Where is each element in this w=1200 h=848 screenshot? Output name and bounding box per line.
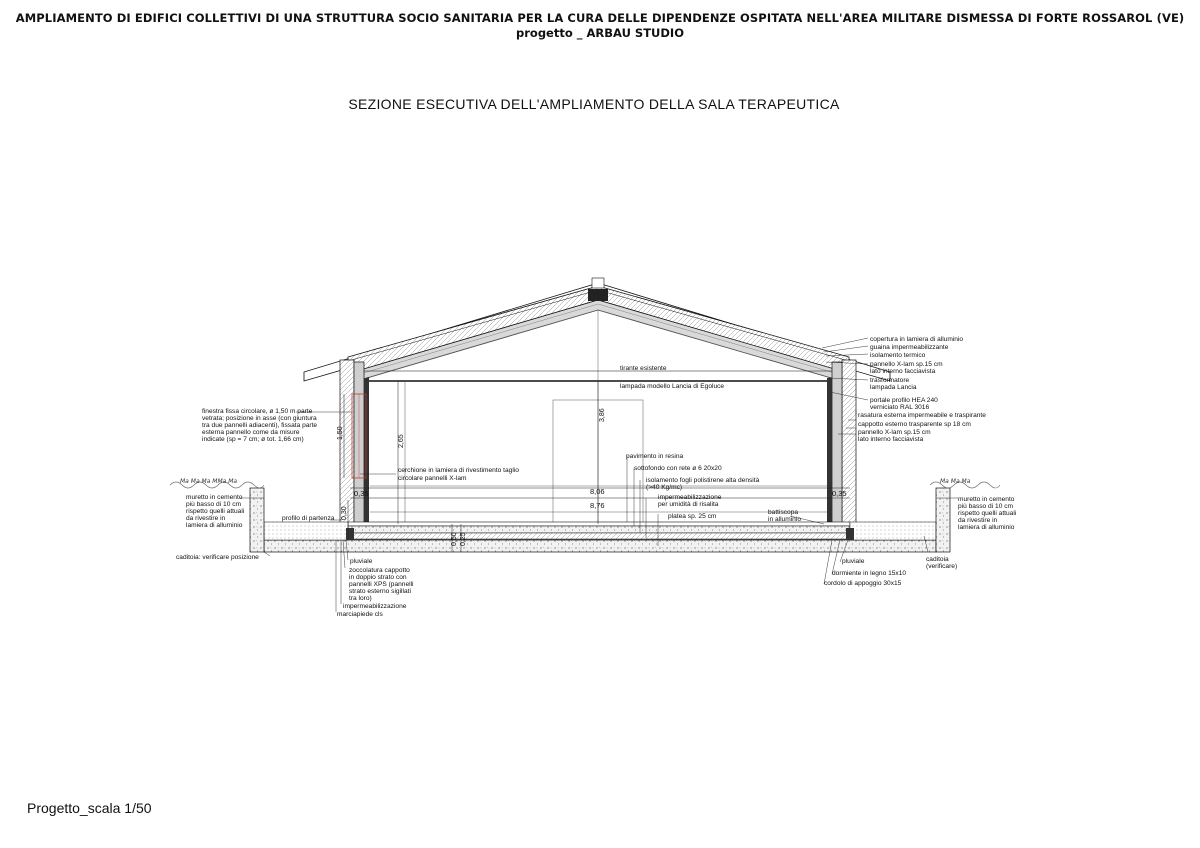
handwriting-right: Ma Ma Ma [940, 478, 971, 485]
label-finestra-5: indicate (sp = 7 cm; ø tot. 1,66 cm) [202, 436, 304, 443]
floor-slab [264, 522, 936, 552]
label-imperm-2: per umidità di risalita [658, 501, 719, 508]
label-muretto-right-5: lamiera di alluminio [958, 524, 1015, 531]
right-portal-hea [827, 378, 832, 526]
handwriting-left: Ma Ma Ma MMa Ma [180, 478, 238, 485]
label-isol-fogli-2: (>40 Kg/mc) [646, 484, 683, 491]
label-imperm-left: impermeabilizzazione [343, 603, 407, 610]
dim-035-right: 0,35 [832, 489, 847, 498]
scale-note: Progetto_scala 1/50 [27, 800, 152, 816]
project-title: AMPLIAMENTO DI EDIFICI COLLETTIVI DI UNA STRUTTURA SOCIO SANITARIA PER LA CURA DELLE DIPENDENZE OSPITATA NELL'AREA MILITARE DISMESSA DI FORTE ROSSAROL (VE) [15, 11, 1185, 25]
label-muretto-left-4: da rivestire in [186, 515, 226, 522]
right-wall [827, 360, 856, 528]
label-portale: portale profilo HEA 240 [870, 397, 938, 404]
label-pluviale-right: pluviale [842, 558, 865, 565]
label-trasformatore: trasformatore [870, 377, 910, 384]
label-caditoia-left: caditoia: verificare posizione [176, 554, 259, 561]
right-wall-cappotto [842, 360, 856, 528]
right-wall-xlam [832, 362, 842, 528]
right-low-wall [936, 488, 950, 552]
dim-035-left: 0,35 [354, 489, 369, 498]
ridge-cap [592, 278, 604, 288]
label-cerchione: cerchione in lamiera di rivestimento taglio [398, 467, 519, 474]
label-muretto-left: muretto in cemento [186, 494, 243, 501]
label-trasformatore-2: lampada Lancia [870, 384, 917, 391]
foundation-slab [264, 540, 936, 552]
floor-screed [348, 526, 850, 533]
right-sidewalk [850, 522, 936, 540]
dim-050: 0,50 [451, 532, 458, 546]
label-imperm: impermeabilizzazione [658, 494, 722, 501]
label-cerchione-2: circolare pannelli X-lam [398, 475, 467, 482]
label-lampada: lampada modello Lancia di Egoluce [620, 383, 725, 390]
label-pavimento: pavimento in resina [626, 453, 684, 460]
left-low-wall [250, 488, 264, 552]
label-guaina: guaina impermeabilizzante [870, 344, 949, 351]
label-marciapiede: marciapiede cls [337, 611, 383, 618]
label-muretto-right-3: rispetto quelli attuali [958, 510, 1017, 517]
label-portale-2: verniciato RAL 3016 [870, 404, 930, 411]
label-zoccolatura-2: in doppio strato con [349, 574, 407, 581]
dim-876: 8,76 [590, 501, 605, 510]
label-finestra-2: vetrata; posizione in asse (con giuntura [202, 415, 317, 422]
label-tirante: tirante esistente [620, 365, 667, 372]
label-finestra-4: esterna pannello come da misure [202, 429, 300, 436]
label-isolamento: isolamento termico [870, 352, 926, 359]
label-finestra: finestra fissa circolare, ø 1,50 m parte [202, 408, 313, 415]
dim-806: 8,06 [590, 487, 605, 496]
label-finestra-3: tra due pannelli adiacenti), fissata parte [202, 422, 318, 429]
ridge-beam [588, 289, 608, 301]
label-pannello-wall-2: lato interno facciavista [858, 436, 924, 443]
dim-386: 3,86 [599, 408, 606, 422]
label-copertura: copertura in lamiera di alluminio [870, 336, 964, 343]
dim-025: 0,25 [460, 532, 467, 546]
dim-265: 2,65 [398, 434, 405, 448]
label-cappotto: cappotto esterno trasparente sp 18 cm [858, 421, 971, 428]
left-sidewalk [264, 522, 348, 540]
label-cordolo: cordolo di appoggio 30x15 [824, 580, 902, 587]
label-battiscopa: battiscopa [768, 509, 799, 516]
label-caditoia-right: caditoia [926, 556, 949, 563]
drawing-title: SEZIONE ESECUTIVA DELL'AMPLIAMENTO DELLA SALA TERAPEUTICA [348, 96, 840, 112]
label-pluviale-left: pluviale [350, 558, 373, 565]
label-caditoia-right-2: (verificare) [926, 563, 958, 570]
label-zoccolatura-4: strato esterno sigillati [349, 588, 411, 595]
label-sottofondo: sottofondo con rete ø 6 20x20 [634, 465, 722, 472]
label-zoccolatura-5: tra loro) [349, 595, 372, 602]
label-battiscopa-2: in alluminio [768, 516, 801, 523]
left-wall [340, 360, 369, 528]
label-dormiente: dormiente in legno 15x10 [832, 570, 907, 577]
left-cordolo [346, 528, 354, 540]
label-pannello-roof: pannello X-lam sp.15 cm [870, 361, 943, 368]
label-profilo: profilo di partenza [282, 515, 335, 522]
label-muretto-right: muretto in cemento [958, 496, 1015, 503]
right-cordolo [846, 528, 854, 540]
label-muretto-left-2: più basso di 10 cm [186, 501, 241, 508]
project-author: progetto _ ARBAU STUDIO [516, 26, 684, 40]
roof [304, 278, 890, 381]
label-platea: platea sp. 25 cm [668, 513, 717, 520]
label-muretto-left-3: rispetto quelli attuali [186, 508, 245, 515]
label-zoccolatura-3: pannelli XPS (pannelli [349, 581, 414, 588]
label-rasatura: rasatura esterna impermeabile e traspirante [858, 412, 986, 419]
dim-150: 1,50 [337, 426, 344, 440]
label-pannello-roof-2: lato interno facciavista [870, 368, 936, 375]
label-isol-fogli: isolamento fogli polistirene alta densità [646, 477, 760, 484]
label-zoccolatura: zoccolatura cappotto [349, 567, 410, 574]
label-muretto-right-2: più basso di 10 cm [958, 503, 1013, 510]
dim-030: 0,30 [341, 506, 348, 520]
label-muretto-right-4: da rivestire in [958, 517, 998, 524]
label-pannello-wall: pannello X-lam sp.15 cm [858, 429, 931, 436]
floor-insulation [348, 533, 850, 539]
left-portal-hea [364, 378, 369, 526]
label-muretto-left-5: lamiera di alluminio [186, 522, 243, 529]
